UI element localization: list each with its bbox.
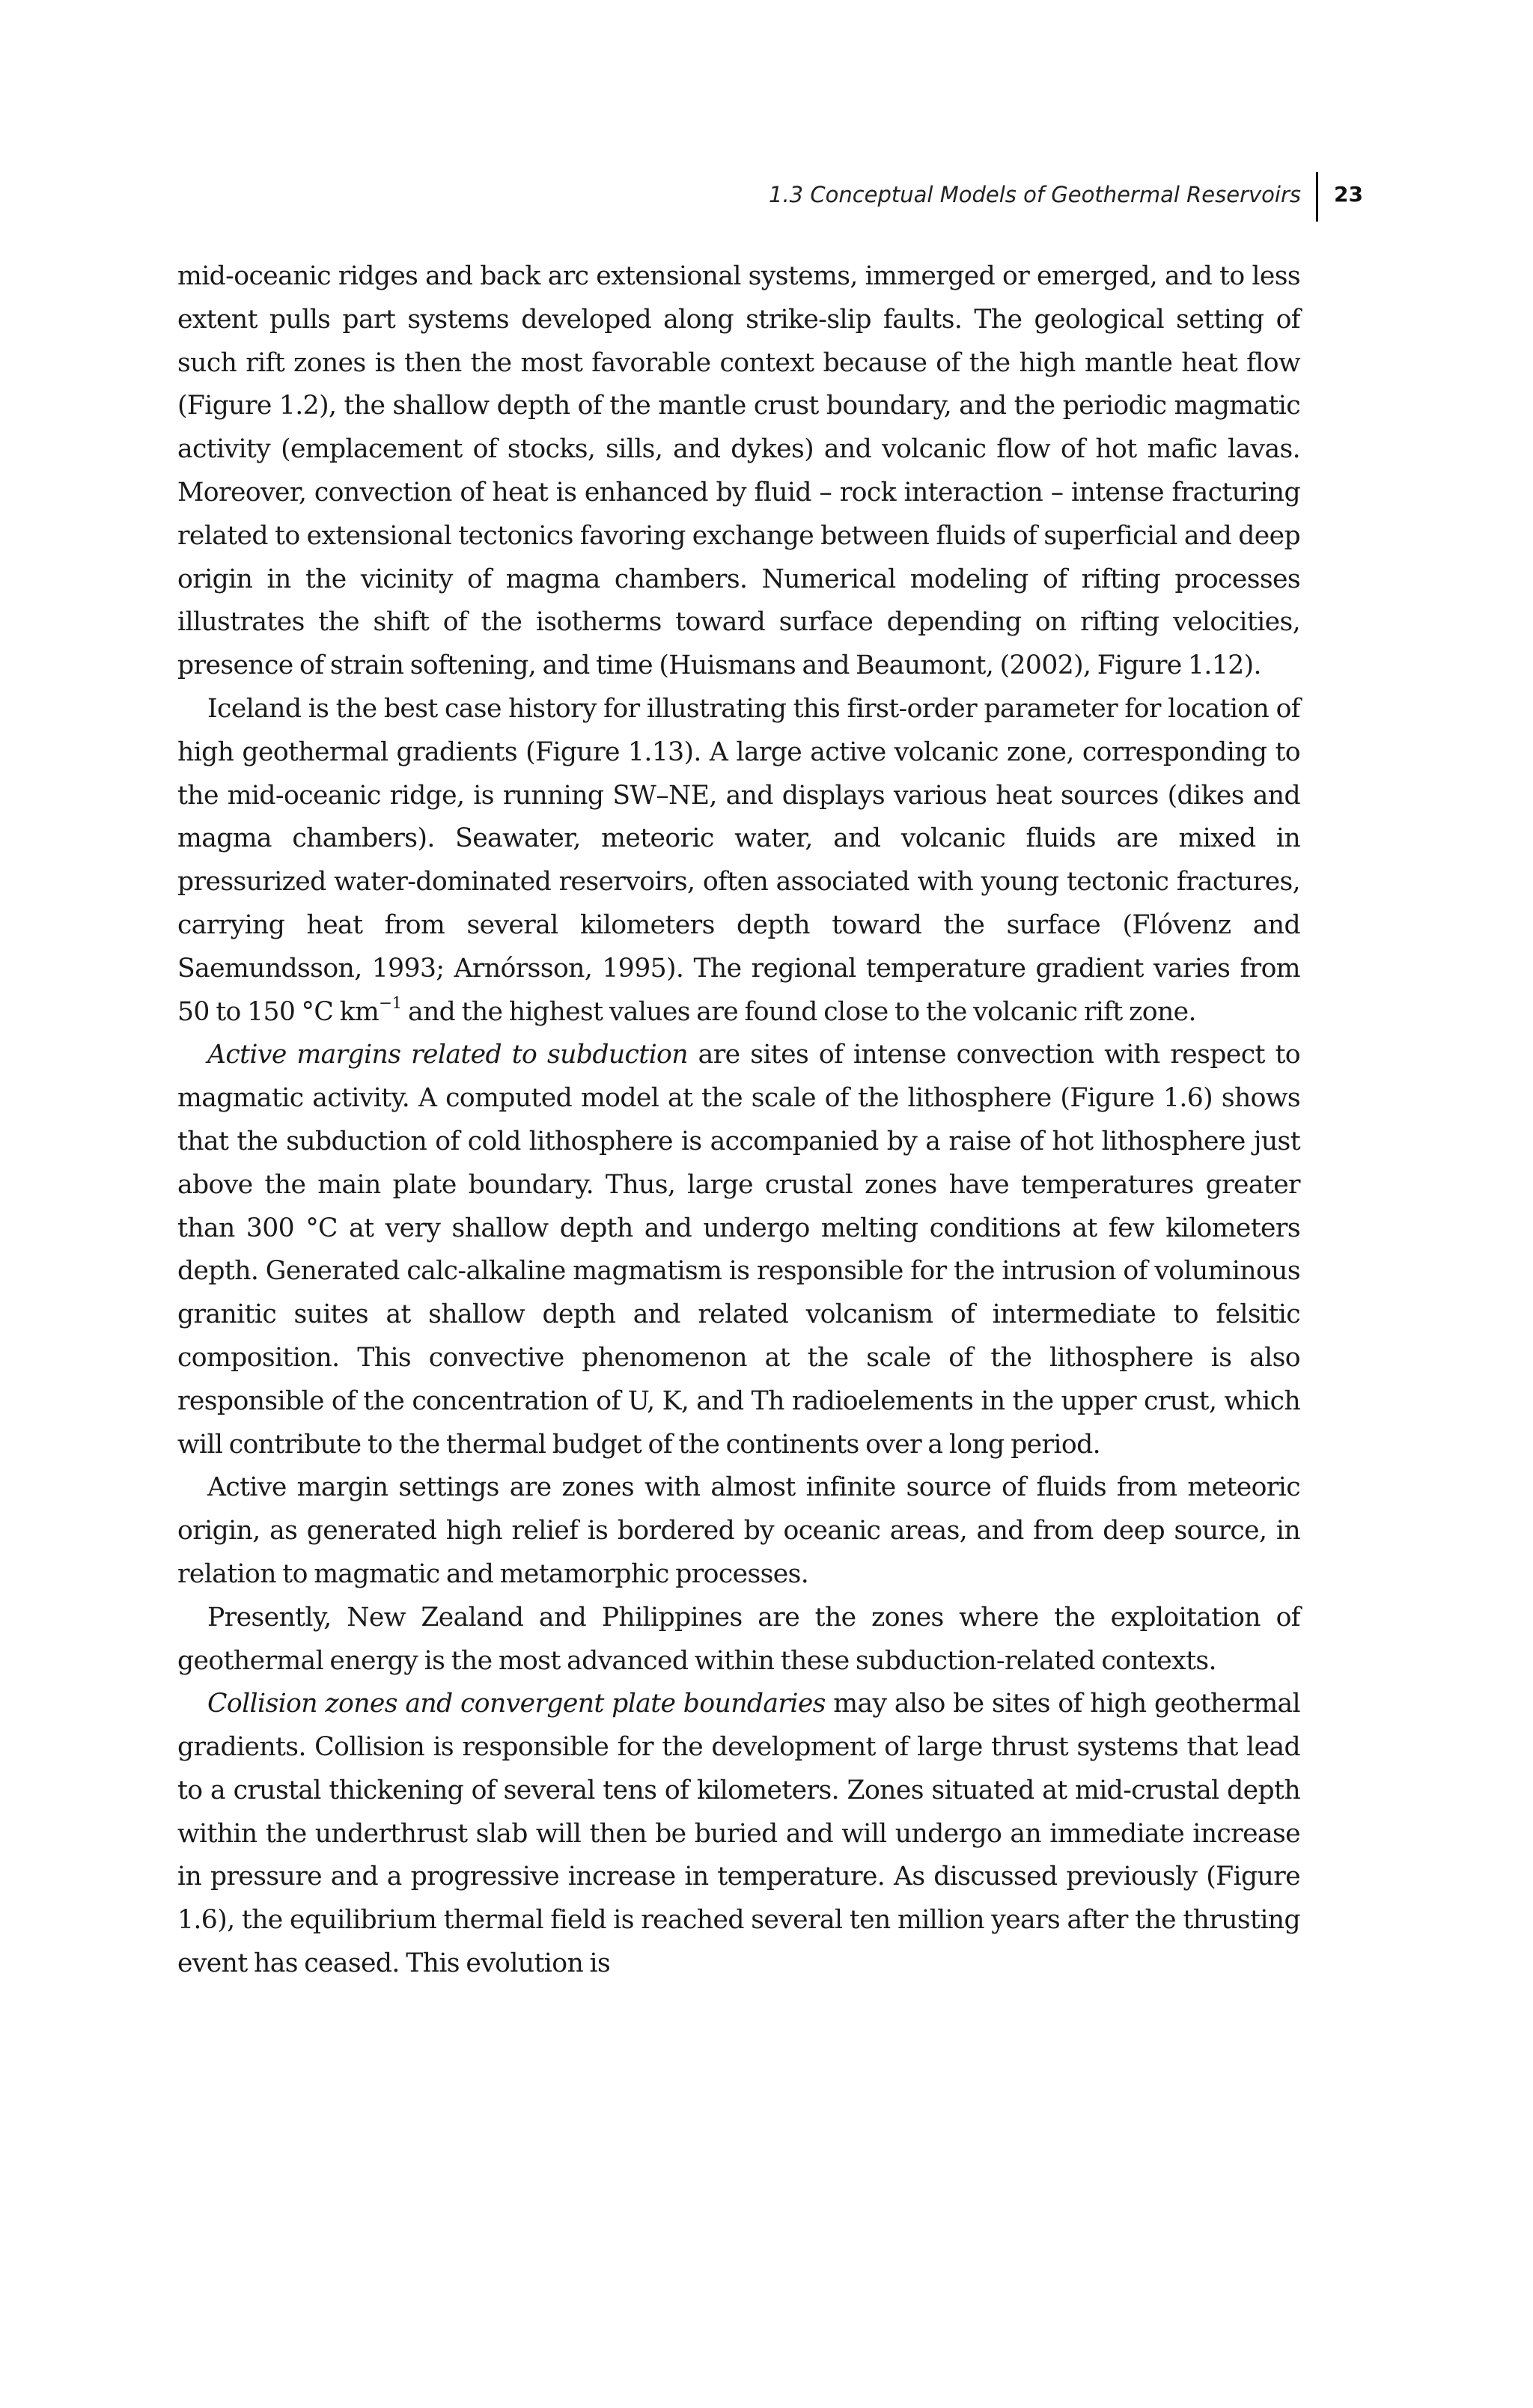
paragraph bbox=[177, 1683, 1300, 1986]
italic-lead-in: Active margins related to subduction bbox=[207, 1040, 688, 1070]
paragraph bbox=[177, 1466, 1300, 1596]
paragraph-text: may also be sites of high geothermal gradients. Collision is responsible for the development of large thrust systems that lead to a crustal thickening of several tens of kilometers. Zones situated at mid-crustal depth within the underthrust slab will then be buried and will undergo an immediate increase in pressure and a progressive increase in temperature. As discussed previously (Figure 1.6), the equilibrium thermal field is reached several ten million years after the thrusting event has ceased. This evolution is bbox=[177, 1689, 1300, 1979]
paragraph-text: are sites of intense convection with respect to magmatic activity. A computed model at the scale of the lithosphere (Figure 1.6) shows that the subduction of cold lithosphere is accompanied by a raise of hot lithosphere just above the main plate boundary. Thus, large crustal zones have temperatures greater than 300 °C at very shallow depth and undergo melting conditions at few kilometers depth. Generated calc-alkaline magmatism is responsible for the intrusion of voluminous granitic suites at shallow depth and related volcanism of intermediate to felsitic composition. This convective phenomenon at the scale of the lithosphere is also responsible of the concentration of U, K, and Th radioelements in the upper crust, which will contribute to the thermal budget of the continents over a long period. bbox=[177, 1040, 1300, 1460]
paragraph-text: Iceland is the best case history for illustrating this first-order parameter for location of high geothermal gradients (Figure 1.13). A large active volcanic zone, corresponding to the mid-oceanic ridge, is running SW–NE, and displays various heat sources (dikes and magma chambers). Seawater, meteoric water, and volcanic fluids are mixed in pressurized water-dominated reservoirs, often associated with young tectonic fractures, carrying heat from several kilometers depth toward the surface (Flóvenz and Saemundsson, 1993; Arnórsson, 1995). The regional temperature gradient varies from 50 to 150 °C km bbox=[177, 693, 1300, 1027]
paragraph-text: Presently, New Zealand and Philippines are the zones where the exploitation of geothermal energy is the most advanced within these subduction-related contexts. bbox=[177, 1602, 1300, 1676]
italic-lead-in: Collision zones and convergent plate boundaries bbox=[207, 1689, 826, 1719]
running-title: 1.3 Conceptual Models of Geothermal Reservoirs bbox=[769, 182, 1301, 207]
paragraph bbox=[177, 688, 1300, 1034]
body-text bbox=[177, 255, 1300, 1986]
page-number: 23 bbox=[1334, 182, 1363, 207]
superscript: −1 bbox=[379, 993, 402, 1013]
paragraph-text-continued: and the highest values are found close to the volcanic rift zone. bbox=[401, 996, 1196, 1027]
paragraph bbox=[177, 1597, 1300, 1683]
paragraph bbox=[177, 255, 1300, 688]
paragraph bbox=[177, 1034, 1300, 1466]
header-divider bbox=[1316, 172, 1318, 222]
paragraph-text: mid-oceanic ridges and back arc extensional systems, immerged or emerged, and to less extent pulls part systems developed along strike-slip faults. The geological setting of such rift zones is then the most favorable context because of the high mantle heat flow (Figure 1.2), the shallow depth of the mantle crust boundary, and the periodic magmatic activity (emplacement of stocks, sills, and dykes) and volcanic flow of hot mafic lavas. Moreover, convection of heat is enhanced by fluid – rock interaction – intense fracturing related to extensional tectonics favoring exchange between fluids of superficial and deep origin in the vicinity of magma chambers. Numerical modeling of rifting processes illustrates the shift of the isotherms toward surface depending on rifting velocities, presence of strain softening, and time (Huismans and Beaumont, (2002), Figure 1.12). bbox=[177, 261, 1300, 681]
paragraph-text: Active margin settings are zones with almost infinite source of fluids from meteoric origin, as generated high relief is bordered by oceanic areas, and from deep source, in relation to magmatic and metamorphic processes. bbox=[177, 1472, 1300, 1589]
running-header bbox=[0, 177, 1533, 222]
